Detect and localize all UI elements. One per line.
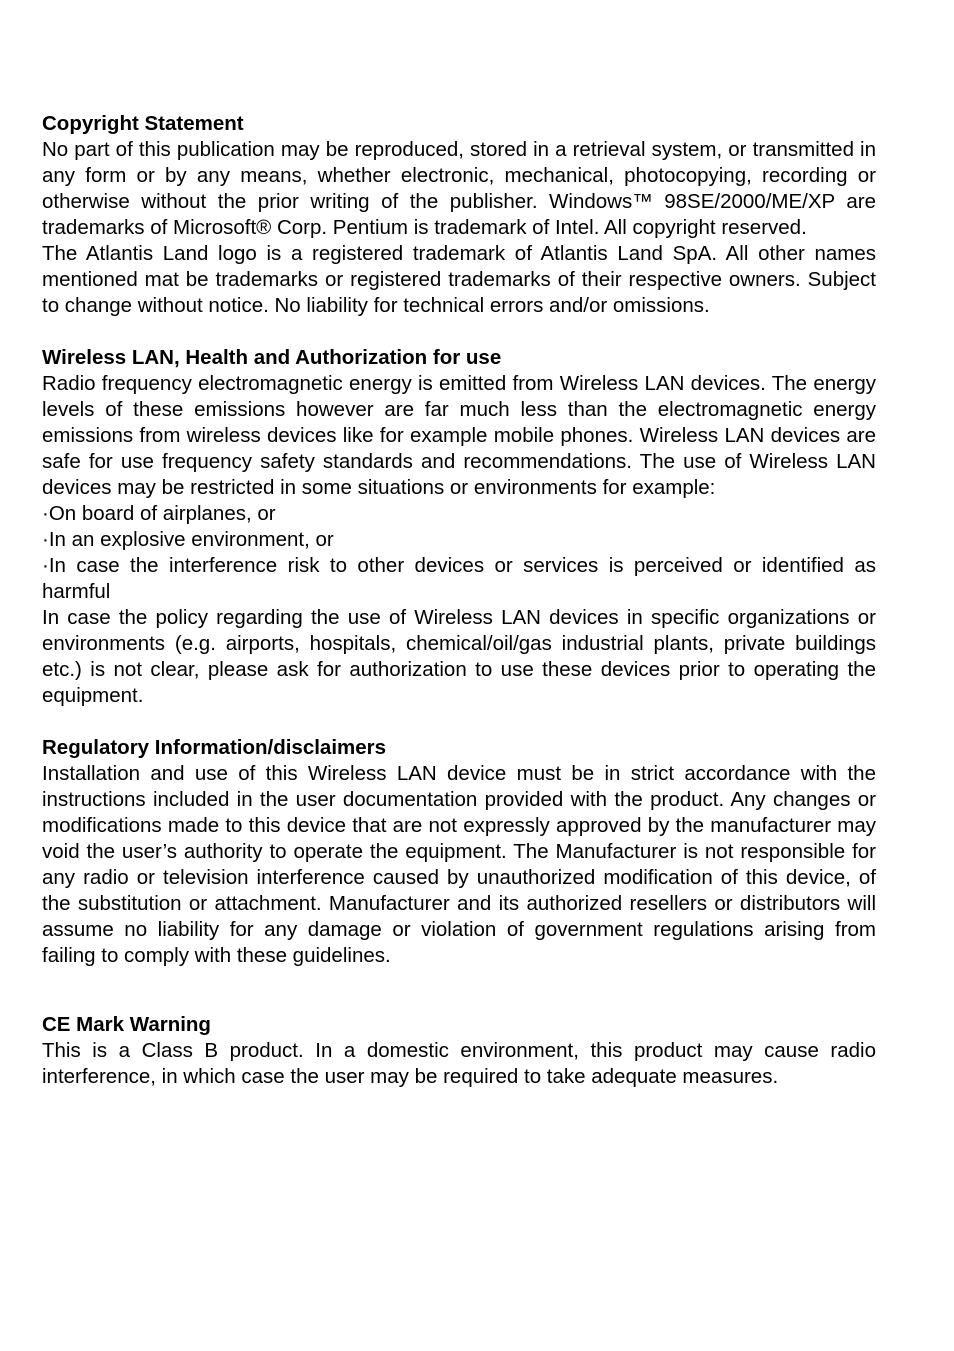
- section-heading: Copyright Statement: [42, 112, 244, 135]
- copyright-section: [42, 111, 876, 319]
- bullet-item: ·In an explosive environment, or: [42, 528, 334, 551]
- paragraph: No part of this publication may be reproduced, stored in a retrieval system, or transmitted in any form or by any means, whether electronic, mechanical, photocopying, recording or otherwise without the prior writing of the publisher. Windows™ 98SE/2000/ME/XP are trademarks of Microsoft® Corp. Pentium is trademark of Intel. All copyright reserved.: [42, 138, 876, 239]
- bullet-item: ·In case the interference risk to other devices or services is perceived or identified as harmful: [42, 554, 876, 603]
- bullet-item: ·On board of airplanes, or: [42, 502, 276, 525]
- section-heading: Wireless LAN, Health and Authorization for use: [42, 346, 502, 369]
- regulatory-section: [42, 735, 876, 969]
- wireless-health-section: [42, 345, 876, 709]
- paragraph: Installation and use of this Wireless LAN device must be in strict accordance with the instructions included in the user documentation provided with the product. Any changes or modifications made to this device that are not expressly approved by the manufacturer may void the user’s authority to operate the equipment. The Manufacturer is not responsible for any radio or television interference caused by unauthorized modification of this device, of the substitution or attachment. Manufacturer and its authorized resellers or distributors will assume no liability for any damage or violation of government regulations arising from failing to comply with these guidelines.: [42, 762, 876, 967]
- ce-mark-section: [42, 1012, 876, 1090]
- section-heading: CE Mark Warning: [42, 1013, 211, 1036]
- section-heading: Regulatory Information/disclaimers: [42, 736, 387, 759]
- paragraph: The Atlantis Land logo is a registered trademark of Atlantis Land SpA. All other names mentioned mat be trademarks or registered trademarks of their respective owners. Subject to change without notice. No liability for technical errors and/or omissions.: [42, 242, 876, 317]
- paragraph: Radio frequency electromagnetic energy is emitted from Wireless LAN devices. The energy levels of these emissions however are far much less than the electromagnetic energy emissions from wireless devices like for example mobile phones. Wireless LAN devices are safe for use frequency safety standards and recommendations. The use of Wireless LAN devices may be restricted in some situations or environments for example:: [42, 372, 876, 499]
- paragraph: This is a Class B product. In a domestic environment, this product may cause radio interference, in which case the user may be required to take adequate measures.: [42, 1039, 876, 1088]
- document-page: [42, 111, 876, 1090]
- paragraph: In case the policy regarding the use of Wireless LAN devices in specific organizations or environments (e.g. airports, hospitals, chemical/oil/gas industrial plants, private buildings etc.) is not clear, please ask for authorization to use these devices prior to operating the equipment.: [42, 606, 876, 707]
